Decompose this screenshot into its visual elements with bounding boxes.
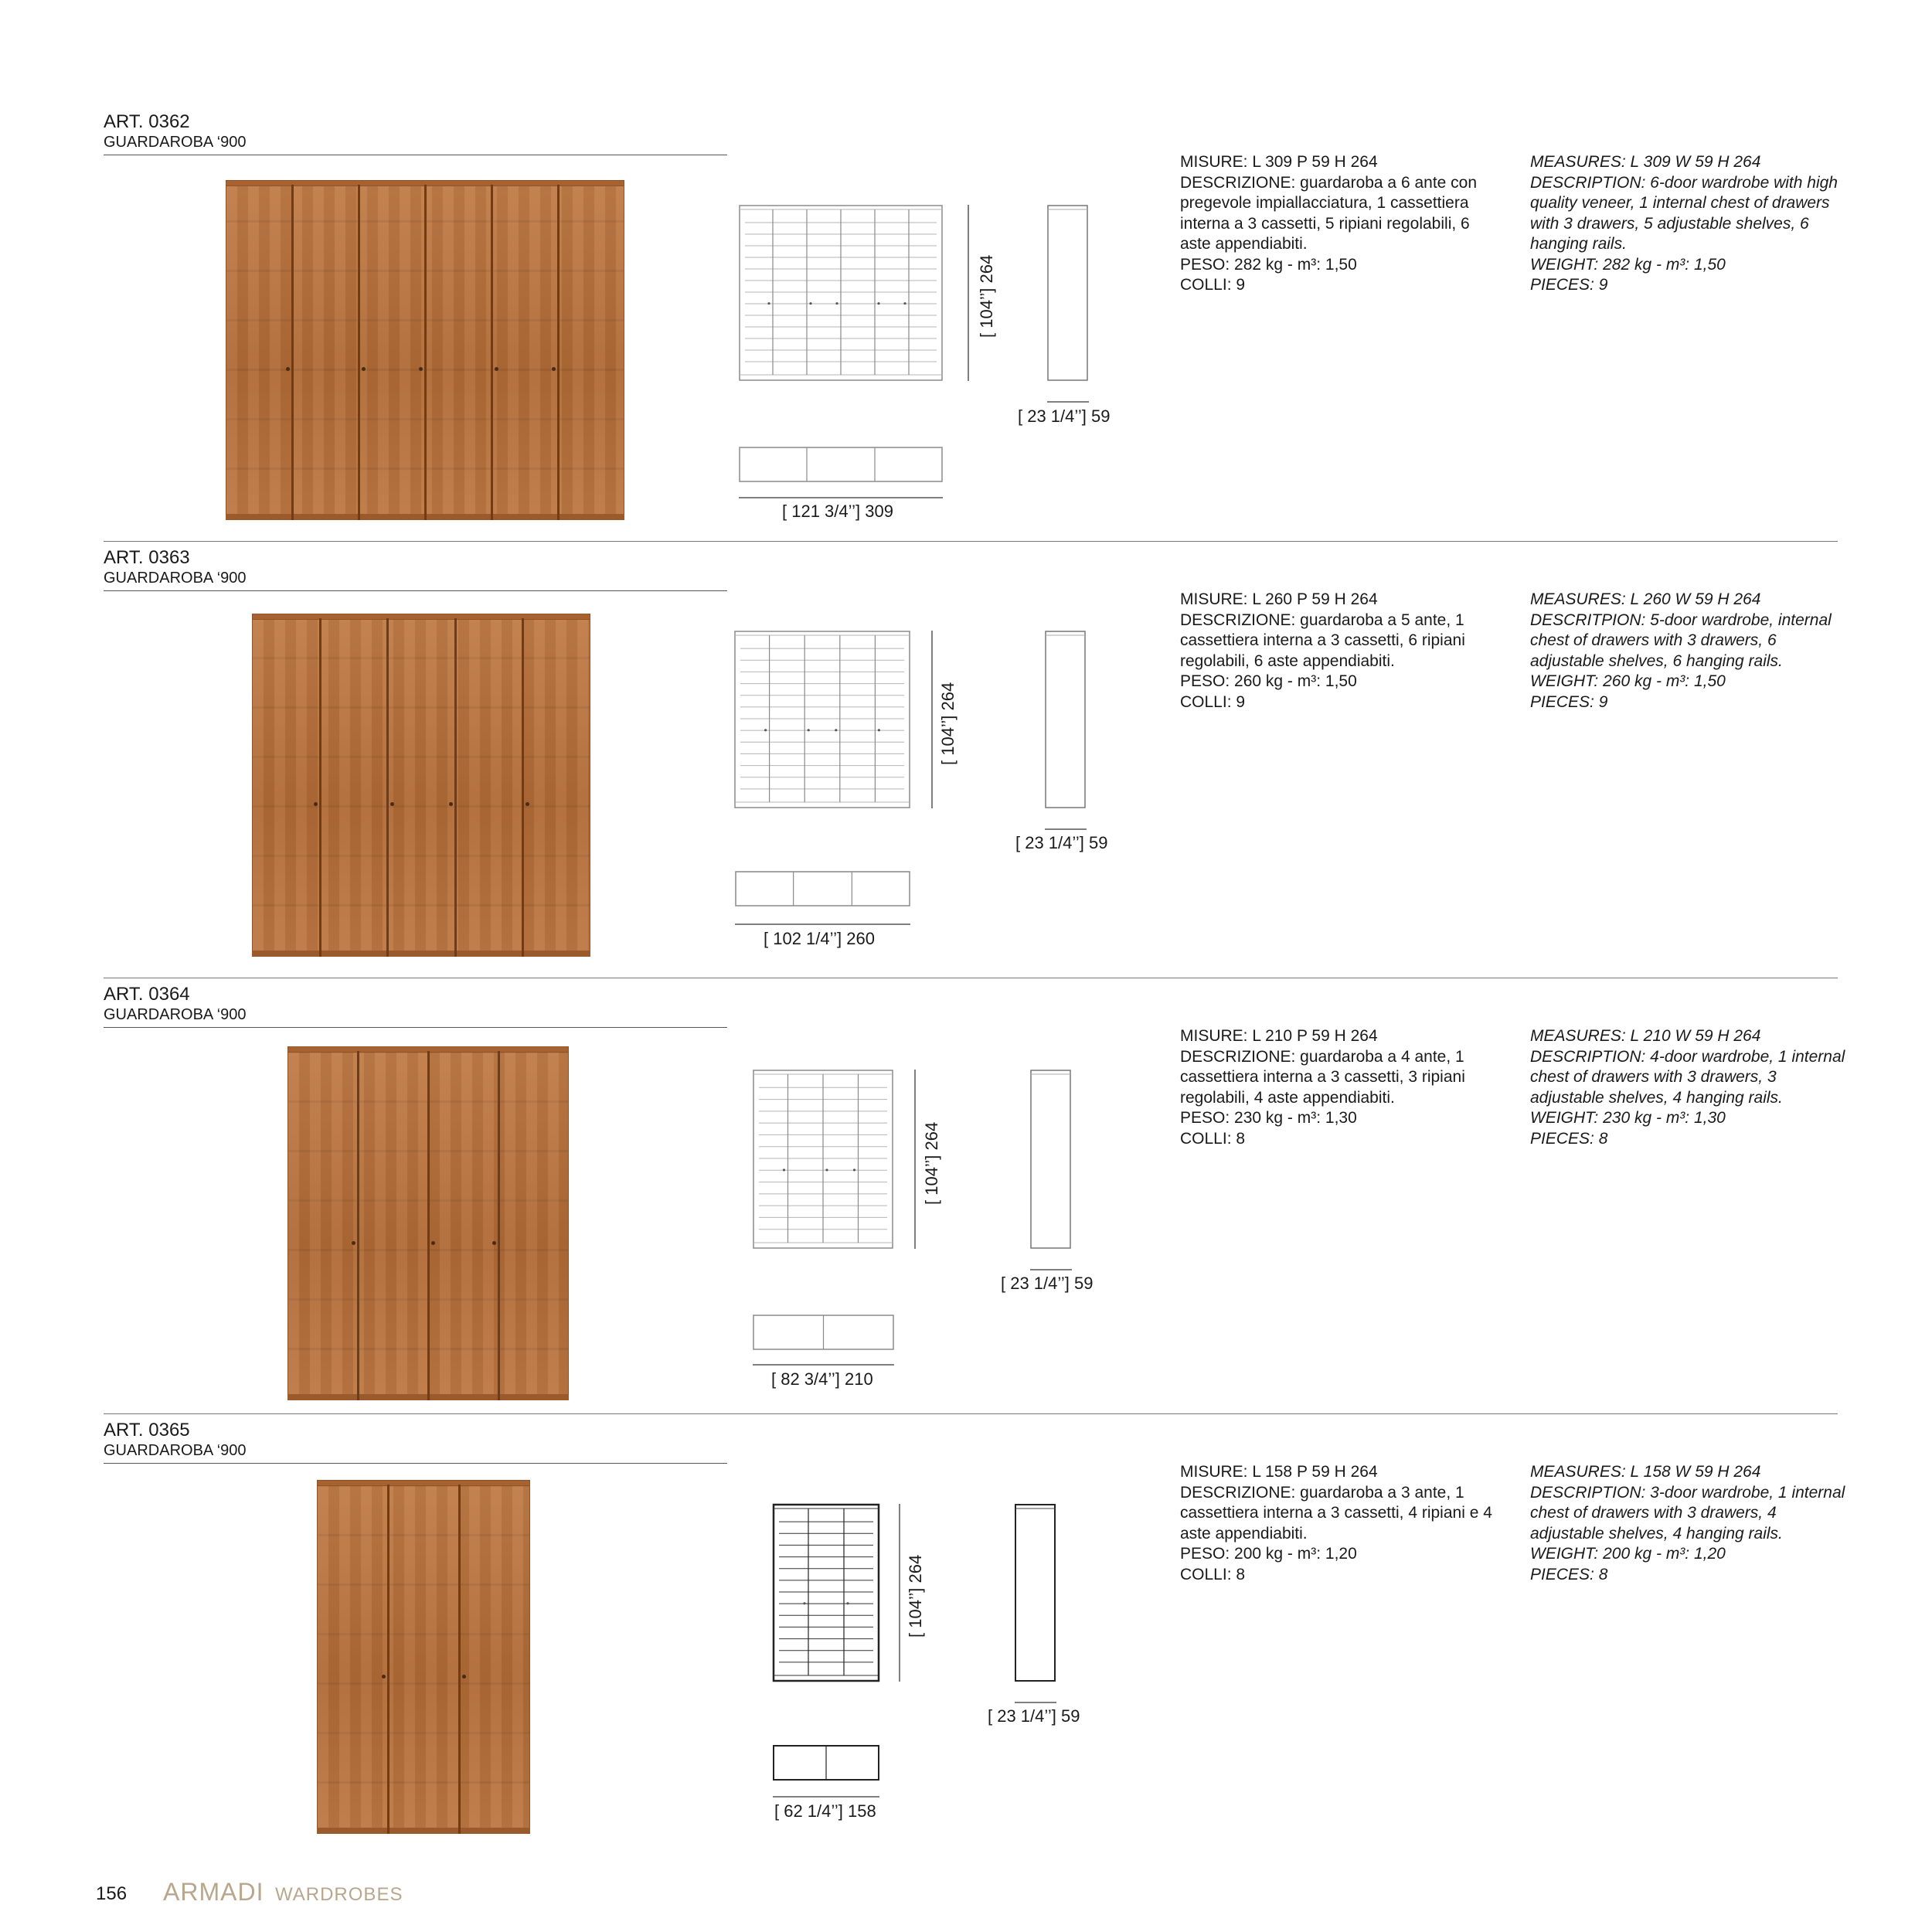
width-dimension-line <box>753 1364 894 1366</box>
veneer-surface <box>252 618 590 957</box>
article-name: GUARDAROBA ‘900 <box>104 570 247 587</box>
outer-frame <box>774 1505 879 1681</box>
door-knob-mark <box>846 1602 849 1604</box>
door-knob-mark <box>878 729 880 731</box>
width-dimension-label: [ 102 1/4’’] 260 <box>764 929 875 948</box>
description-it: DESCRIZIONE: guardaroba a 4 ante, 1 cassettiera interna a 3 cassetti, 3 ripiani regolabili, 4 aste appendiabiti. <box>1180 1047 1465 1107</box>
article-code: ART. 0363 <box>104 547 190 568</box>
side-elevation-drawing <box>1047 205 1089 381</box>
depth-dimension-line <box>1045 828 1087 830</box>
depth-dimension-label: [ 23 1/4’’] 59 <box>1018 406 1111 426</box>
pieces-it: COLLI: 8 <box>1180 1129 1246 1148</box>
door-seam <box>386 618 389 957</box>
door-knob <box>419 367 423 371</box>
height-dimension-label: [ 104’’] 264 <box>906 1554 925 1638</box>
header-rule <box>104 590 727 591</box>
article-code: ART. 0365 <box>104 1420 190 1440</box>
door-knob <box>449 802 453 806</box>
italian-specs <box>1180 152 1497 296</box>
plan-outline <box>736 872 910 906</box>
door-knob-mark <box>877 302 879 304</box>
header-rule <box>104 1463 727 1464</box>
width-dimension-line <box>773 1796 879 1798</box>
base-plinth <box>252 951 590 957</box>
door-seam <box>358 185 360 520</box>
description-it: DESCRIZIONE: guardaroba a 5 ante, 1 cassettiera interna a 3 cassetti, 6 ripiani regolabili, 6 aste appendiabiti. <box>1180 611 1465 670</box>
pieces-it: COLLI: 8 <box>1180 1565 1246 1583</box>
top-cornice <box>317 1480 530 1486</box>
article-name: GUARDAROBA ‘900 <box>104 1006 247 1023</box>
weight-it: PESO: 260 kg - m³: 1,50 <box>1180 672 1357 690</box>
article-code: ART. 0364 <box>104 984 190 1005</box>
measures-en: MEASURES: L 309 W 59 H 264 <box>1530 153 1761 171</box>
door-knob <box>314 802 318 806</box>
weight-it: PESO: 200 kg - m³: 1,20 <box>1180 1545 1357 1563</box>
plan-view-drawing <box>773 1745 879 1781</box>
door-knob-mark <box>783 1168 785 1171</box>
front-elevation-drawing <box>734 631 910 808</box>
section-divider <box>104 1413 1838 1414</box>
depth-dimension-line <box>1047 401 1089 403</box>
door-knob <box>352 1241 355 1245</box>
width-dimension-line <box>739 497 943 498</box>
depth-dimension-line <box>1030 1269 1072 1270</box>
pieces-en: PIECES: 9 <box>1530 276 1608 294</box>
door-knob-mark <box>903 302 906 304</box>
pieces-en: PIECES: 9 <box>1530 692 1608 711</box>
outer-frame <box>735 631 910 808</box>
width-dimension-label: [ 121 3/4’’] 309 <box>782 502 893 521</box>
door-knob-mark <box>803 1602 805 1604</box>
height-dimension-label: [ 104’’] 264 <box>922 1121 941 1205</box>
door-seam <box>557 185 560 520</box>
description-it: DESCRIZIONE: guardaroba a 3 ante, 1 cassettiera interna a 3 cassetti, 4 ripiani e 4 aste appendiabiti. <box>1180 1483 1492 1543</box>
product-section <box>0 984 1932 1417</box>
front-elevation-drawing <box>739 205 943 381</box>
italian-specs <box>1180 1462 1497 1585</box>
door-seam <box>454 618 457 957</box>
pieces-it: COLLI: 9 <box>1180 692 1246 711</box>
door-knob-mark <box>853 1168 855 1171</box>
english-specs <box>1530 1026 1855 1149</box>
article-name: GUARDAROBA ‘900 <box>104 1442 247 1459</box>
door-knob-mark <box>835 729 837 731</box>
measures-en: MEASURES: L 158 W 59 H 264 <box>1530 1463 1761 1481</box>
weight-en: WEIGHT: 230 kg - m³: 1,30 <box>1530 1109 1726 1127</box>
veneer-surface <box>317 1485 530 1834</box>
door-knob <box>431 1241 435 1245</box>
description-it: DESCRIZIONE: guardaroba a 6 ante con pregevole impiallacciatura, 1 cassettiera interna a 3 cassetti, 5 ripiani regolabili, 6 aste appendiabiti. <box>1180 173 1478 253</box>
product-section <box>0 547 1932 980</box>
italian-specs <box>1180 590 1497 713</box>
product-photo <box>287 1046 569 1400</box>
side-elevation-drawing <box>1015 1504 1056 1682</box>
product-photo <box>252 614 590 957</box>
measures-en: MEASURES: L 210 W 59 H 264 <box>1530 1027 1761 1045</box>
door-seam <box>357 1051 359 1400</box>
depth-dimension-label: [ 23 1/4’’] 59 <box>1001 1274 1094 1293</box>
article-code: ART. 0362 <box>104 111 190 132</box>
product-photo <box>226 180 624 520</box>
plan-view-drawing <box>753 1315 894 1350</box>
door-knob-mark <box>825 1168 828 1171</box>
product-section <box>0 1420 1932 1852</box>
section-title-english: WARDROBES <box>275 1884 403 1905</box>
height-dimension-label: [ 104’’] 264 <box>938 682 957 765</box>
door-knob-mark <box>835 302 838 304</box>
english-specs <box>1530 1462 1855 1585</box>
door-seam <box>291 185 294 520</box>
depth-dimension-line <box>1015 1702 1056 1703</box>
pieces-en: PIECES: 8 <box>1530 1565 1608 1583</box>
measures-it: MISURE: L 158 P 59 H 264 <box>1180 1463 1378 1481</box>
door-knob <box>362 367 366 371</box>
depth-dimension-label: [ 23 1/4’’] 59 <box>988 1706 1080 1726</box>
weight-en: WEIGHT: 282 kg - m³: 1,50 <box>1530 255 1726 274</box>
weight-it: PESO: 230 kg - m³: 1,30 <box>1180 1109 1357 1127</box>
measures-it: MISURE: L 309 P 59 H 264 <box>1180 153 1378 171</box>
top-cornice <box>252 614 590 620</box>
door-seam <box>319 618 321 957</box>
height-dimension-label: [ 104’’] 264 <box>977 254 996 338</box>
measures-en: MEASURES: L 260 W 59 H 264 <box>1530 590 1761 608</box>
product-section <box>0 111 1932 544</box>
height-dimension-line <box>914 1070 916 1249</box>
door-knob <box>552 367 556 371</box>
door-knob <box>492 1241 496 1245</box>
height-dimension-line <box>899 1504 900 1682</box>
door-seam <box>522 618 524 957</box>
width-dimension-label: [ 62 1/4’’] 158 <box>774 1801 876 1821</box>
english-specs <box>1530 590 1855 713</box>
door-knob <box>462 1675 466 1679</box>
description-en: DESCRIPTION: 3-door wardrobe, 1 internal chest of drawers with 3 drawers, 4 adjustable shelves, 4 hanging rails. <box>1530 1483 1845 1543</box>
pieces-it: COLLI: 9 <box>1180 276 1246 294</box>
product-photo <box>317 1480 530 1834</box>
width-dimension-line <box>735 923 910 925</box>
weight-en: WEIGHT: 200 kg - m³: 1,20 <box>1530 1545 1726 1563</box>
door-knob <box>382 1675 386 1679</box>
front-elevation-drawing <box>773 1504 879 1682</box>
plan-view-drawing <box>739 447 943 482</box>
side-elevation-drawing <box>1045 631 1087 808</box>
section-title: ARMADI <box>163 1878 264 1906</box>
door-seam <box>424 185 427 520</box>
page-number: 156 <box>96 1883 128 1904</box>
measures-it: MISURE: L 210 P 59 H 264 <box>1180 1027 1378 1045</box>
height-dimension-line <box>931 631 933 808</box>
door-knob-mark <box>764 729 767 731</box>
italian-specs <box>1180 1026 1497 1149</box>
base-plinth <box>317 1828 530 1834</box>
measures-it: MISURE: L 260 P 59 H 264 <box>1180 590 1378 608</box>
english-specs <box>1530 152 1855 296</box>
description-en: DESCRITPION: 5-door wardrobe, internal chest of drawers with 3 drawers, 6 adjustable shelves, 6 hanging rails. <box>1530 611 1832 670</box>
width-dimension-label: [ 82 3/4’’] 210 <box>771 1369 873 1389</box>
door-seam <box>387 1485 389 1834</box>
door-knob-mark <box>808 729 810 731</box>
weight-en: WEIGHT: 260 kg - m³: 1,50 <box>1530 672 1726 690</box>
door-seam <box>498 1051 500 1400</box>
door-knob-mark <box>767 302 770 304</box>
side-elevation-drawing <box>1030 1070 1072 1249</box>
header-rule <box>104 1027 727 1028</box>
door-knob-mark <box>809 302 811 304</box>
section-divider <box>104 541 1838 542</box>
article-name: GUARDAROBA ‘900 <box>104 134 247 151</box>
depth-dimension-label: [ 23 1/4’’] 59 <box>1015 833 1108 852</box>
door-seam <box>427 1051 430 1400</box>
door-knob <box>495 367 498 371</box>
height-dimension-line <box>968 205 969 381</box>
description-en: DESCRIPTION: 6-door wardrobe with high quality veneer, 1 internal chest of drawers with 3 drawers, 5 adjustable shelves, 6 hanging rails. <box>1530 173 1838 253</box>
plan-outline <box>740 447 942 481</box>
door-knob <box>286 367 290 371</box>
door-seam <box>458 1485 461 1834</box>
description-en: DESCRIPTION: 4-door wardrobe, 1 internal chest of drawers with 3 drawers, 3 adjustable shelves, 4 hanging rails. <box>1530 1047 1845 1107</box>
door-seam <box>491 185 493 520</box>
front-elevation-drawing <box>753 1070 893 1249</box>
pieces-en: PIECES: 8 <box>1530 1129 1608 1148</box>
plan-view-drawing <box>735 871 910 906</box>
weight-it: PESO: 282 kg - m³: 1,50 <box>1180 255 1357 274</box>
